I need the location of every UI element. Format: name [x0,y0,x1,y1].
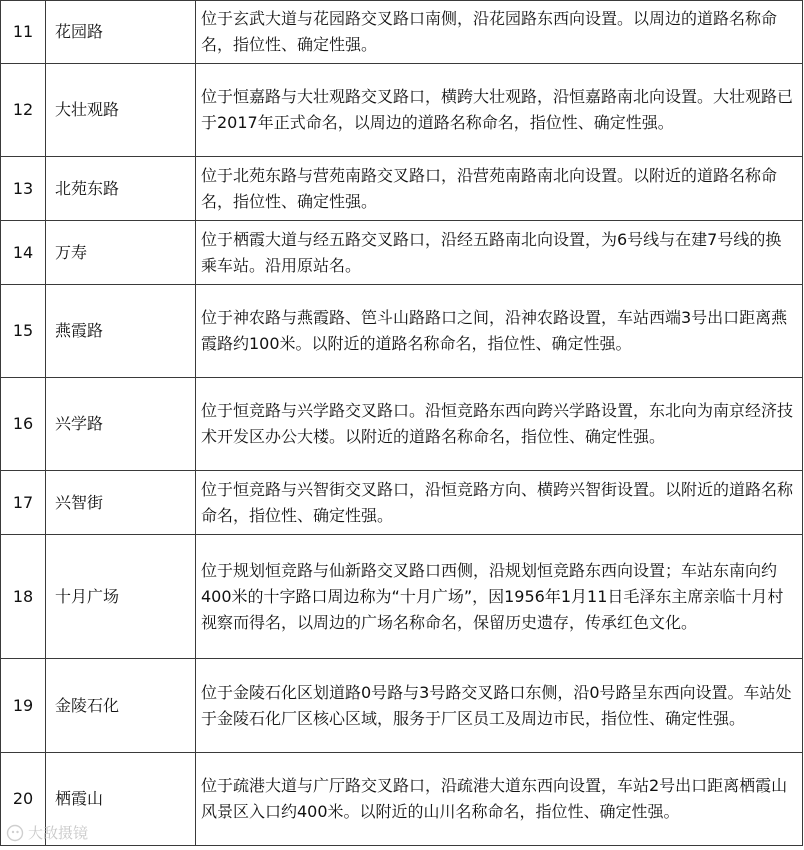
station-description: 位于北苑东路与营苑南路交叉路口，沿营苑南路南北向设置。以附近的道路名称命名，指位性、确定性强。 [196,157,803,221]
station-name: 花园路 [46,1,196,64]
row-number: 16 [1,378,46,471]
table-row [1,1,803,64]
station-description: 位于神农路与燕霞路、笆斗山路路口之间，沿神农路设置，车站西端3号出口距离燕霞路约100米。以附近的道路名称命名，指位性、确定性强。 [196,285,803,378]
station-name: 兴学路 [46,378,196,471]
table-row [1,64,803,157]
table-row [1,157,803,221]
row-number: 13 [1,157,46,221]
station-description: 位于规划恒竞路与仙新路交叉路口西侧，沿规划恒竞路东西向设置；车站东南向约400米的十字路口周边称为“十月广场”，因1956年1月11日毛泽东主席亲临十月村视察而得名，以周边的广场名称命名，保留历史遗存，传承红色文化。 [196,535,803,659]
station-name: 北苑东路 [46,157,196,221]
table-row [1,378,803,471]
station-description: 位于栖霞大道与经五路交叉路口，沿经五路南北向设置，为6号线与在建7号线的换乘车站。沿用原站名。 [196,221,803,285]
watermark-text: 大敌摄镜 [28,824,89,842]
row-number: 11 [1,1,46,64]
station-description: 位于玄武大道与花园路交叉路口南侧，沿花园路东西向设置。以周边的道路名称命名，指位性、确定性强。 [196,1,803,64]
station-name: 十月广场 [46,535,196,659]
station-description: 位于恒嘉路与大壮观路交叉路口，横跨大壮观路，沿恒嘉路南北向设置。大壮观路已于2017年正式命名，以周边的道路名称命名，指位性、确定性强。 [196,64,803,157]
station-description: 位于恒竞路与兴学路交叉路口。沿恒竞路东西向跨兴学路设置，东北向为南京经济技术开发区办公大楼。以附近的道路名称命名，指位性、确定性强。 [196,378,803,471]
row-number: 18 [1,535,46,659]
watermark [6,822,88,843]
station-description: 位于恒竞路与兴智街交叉路口，沿恒竞路方向、横跨兴智街设置。以附近的道路名称命名，指位性、确定性强。 [196,471,803,535]
row-number: 19 [1,659,46,753]
station-name: 大壮观路 [46,64,196,157]
station-name: 栖霞山 [46,753,196,846]
row-number: 14 [1,221,46,285]
table-row [1,659,803,753]
row-number: 17 [1,471,46,535]
table-row [1,535,803,659]
station-description: 位于疏港大道与广厅路交叉路口，沿疏港大道东西向设置，车站2号出口距离栖霞山风景区入口约400米。以附近的山川名称命名，指位性、确定性强。 [196,753,803,846]
row-number: 15 [1,285,46,378]
station-name: 万寿 [46,221,196,285]
row-number: 12 [1,64,46,157]
station-name: 兴智街 [46,471,196,535]
row-number: 20 [1,753,46,846]
table-row [1,221,803,285]
station-name: 燕霞路 [46,285,196,378]
watermark-logo-icon [6,824,24,842]
table-row [1,285,803,378]
table-row [1,471,803,535]
station-name: 金陵石化 [46,659,196,753]
table-row [1,753,803,846]
station-description: 位于金陵石化区划道路0号路与3号路交叉路口东侧，沿0号路呈东西向设置。车站处于金陵石化厂区核心区域，服务于厂区员工及周边市民，指位性、确定性强。 [196,659,803,753]
